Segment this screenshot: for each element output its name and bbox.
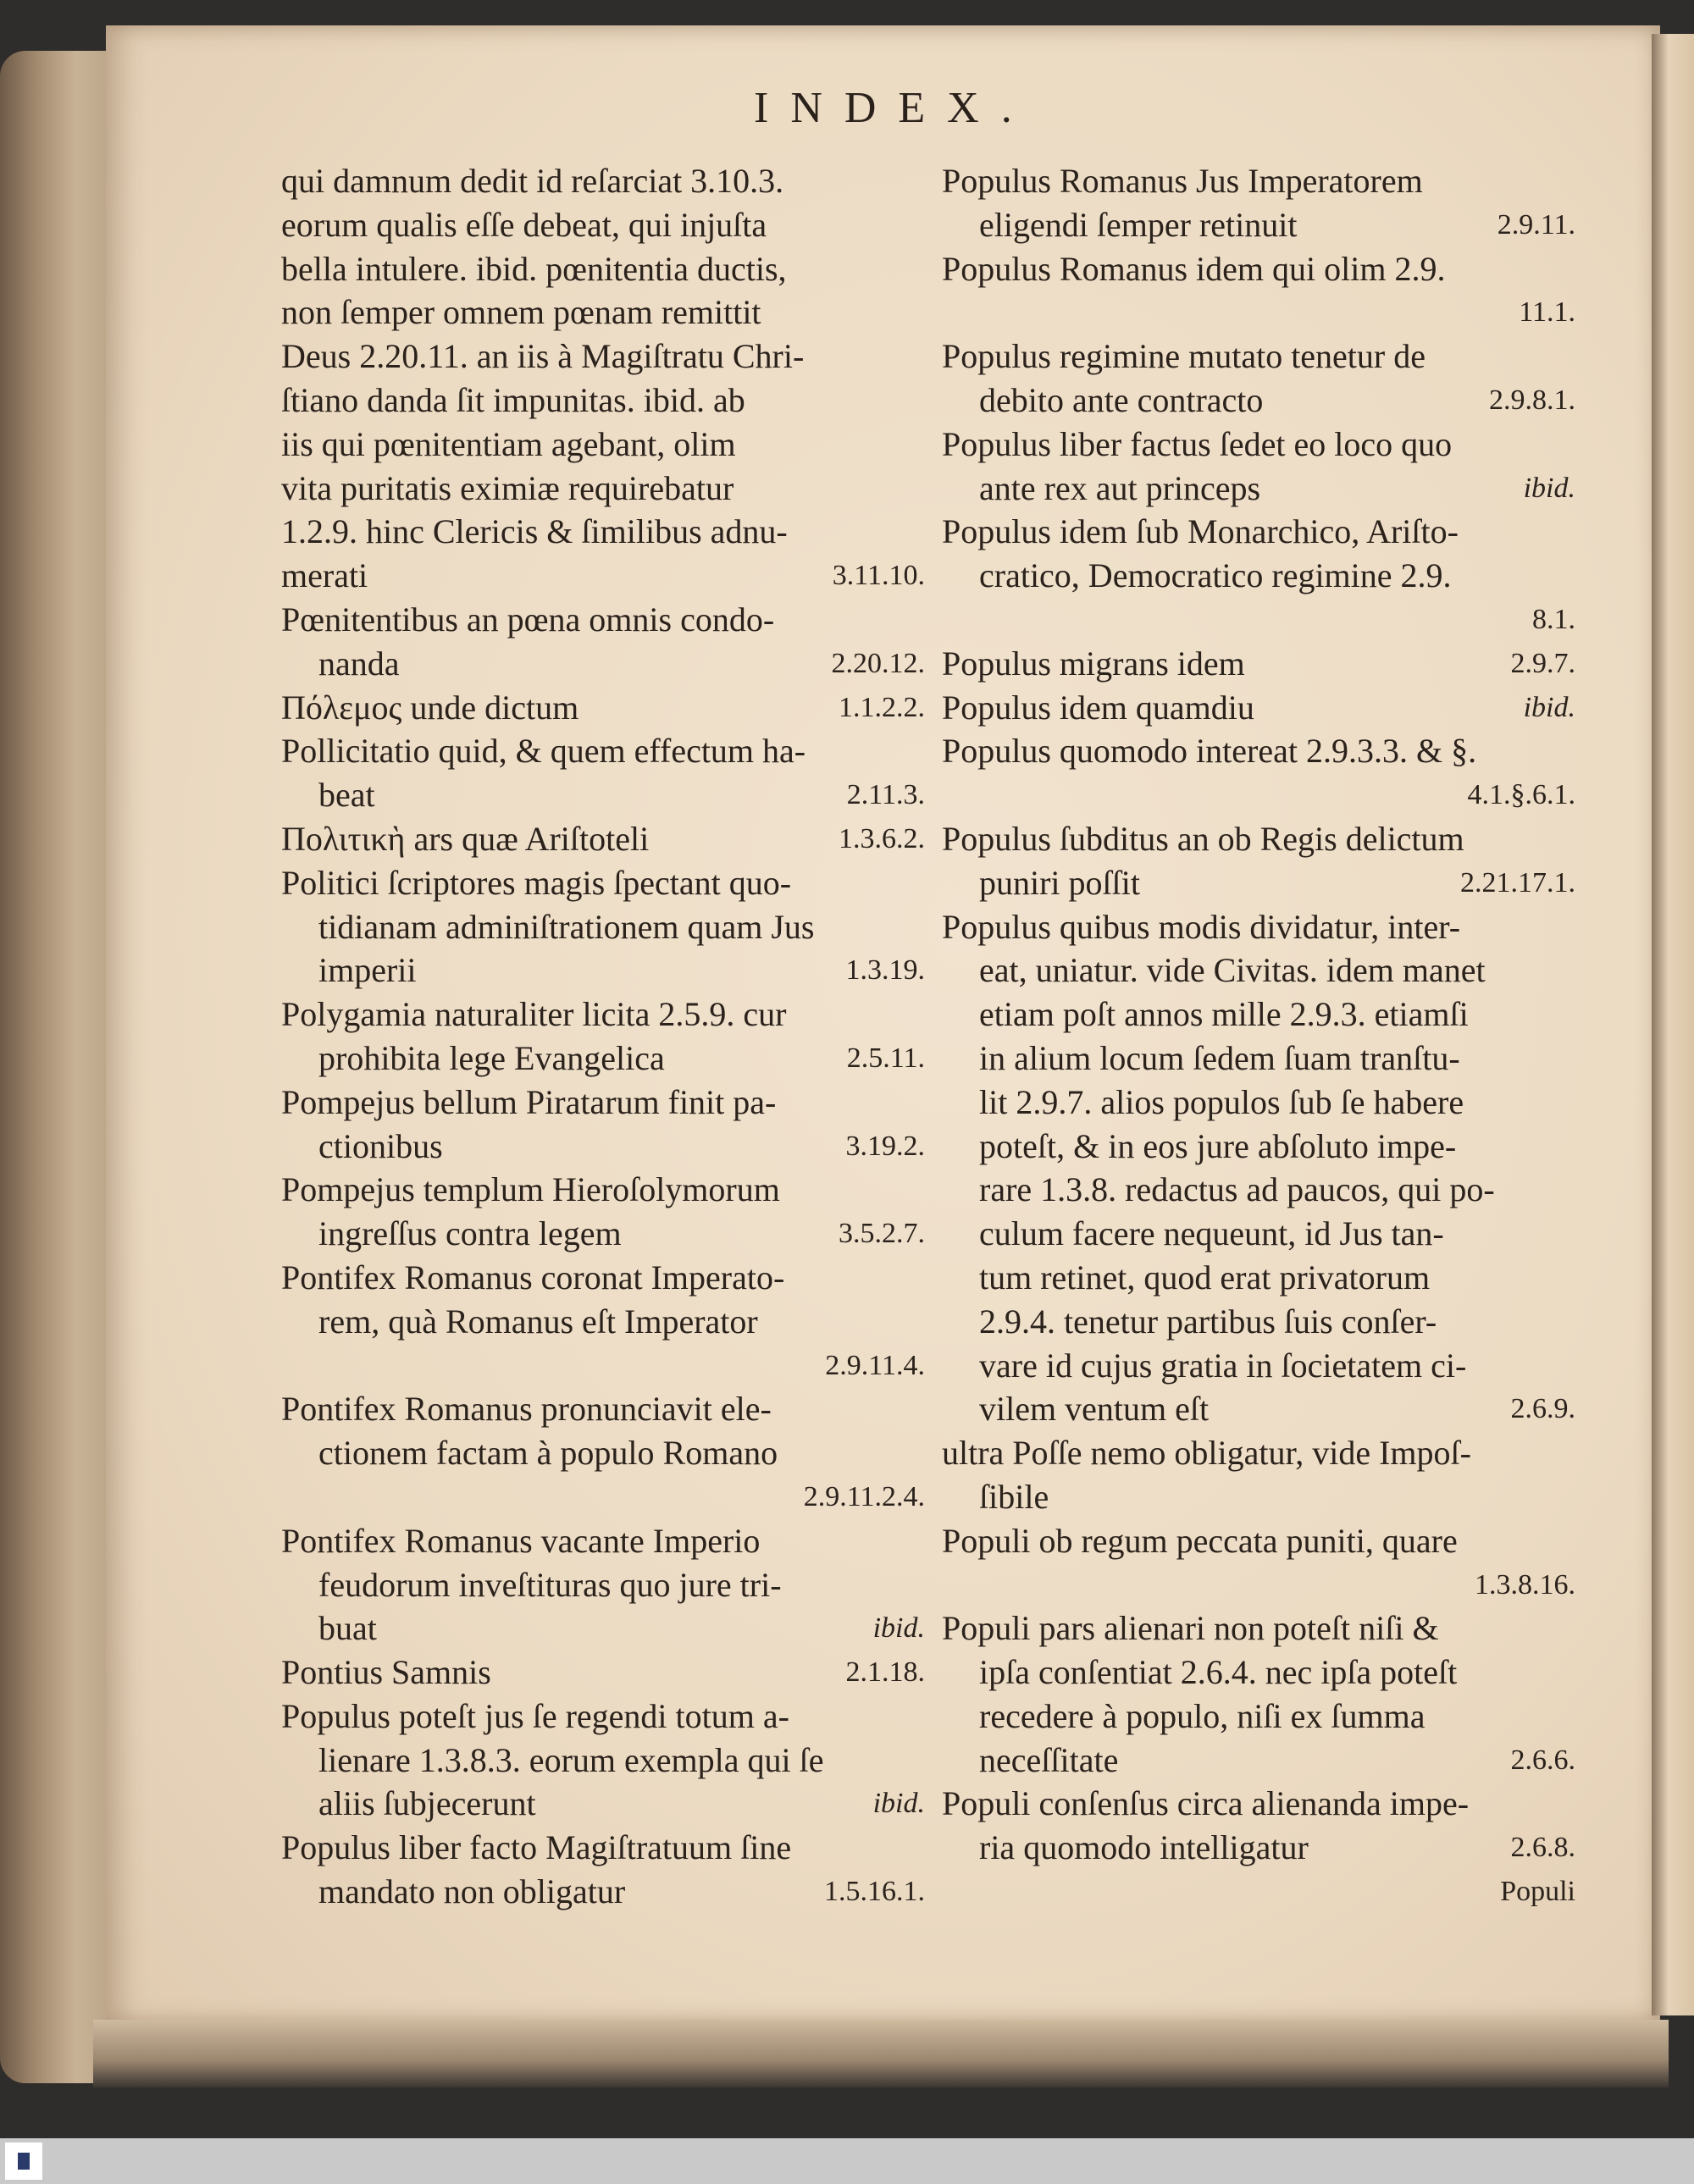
- index-reference: 3.19.2.: [845, 1130, 925, 1162]
- index-line: [281, 159, 925, 203]
- index-line: [942, 1519, 1575, 1563]
- index-entry-text: Πόλεμος unde dictum: [281, 688, 579, 727]
- index-entry-text: lienare 1.3.8.3. eorum exempla qui ſe: [318, 1740, 824, 1779]
- index-reference: 3.11.10.: [832, 560, 925, 592]
- index-line: [942, 1650, 1575, 1695]
- facing-page-edge: [1652, 34, 1694, 2015]
- index-line: [942, 1606, 1575, 1650]
- index-line: [281, 510, 925, 554]
- index-entry-text: Populi pars alienari non poteſt niſi &: [942, 1609, 1439, 1648]
- index-entry-text: Pontius Samnis: [281, 1653, 491, 1692]
- index-entry-text: Populi ob regum peccata puniti, quare: [942, 1521, 1458, 1560]
- index-entry-text: ctionibus: [318, 1126, 443, 1165]
- index-entry-text: aliis ſubjecerunt: [318, 1784, 536, 1823]
- index-line: [942, 1431, 1575, 1475]
- index-entry-text: non ſemper omnem pœnam remittit: [281, 293, 761, 332]
- index-line: [942, 948, 1575, 992]
- index-line: [281, 1037, 925, 1081]
- index-line: [942, 159, 1575, 203]
- index-entry-text: ante rex aut princeps: [979, 468, 1261, 507]
- index-reference: 11.1.: [1519, 296, 1575, 329]
- index-line: [281, 1739, 925, 1783]
- index-line: [281, 1300, 925, 1344]
- index-entry-text: buat: [318, 1609, 377, 1648]
- index-entry-text: Populus Romanus Jus Imperatorem: [942, 162, 1423, 200]
- index-reference: 2.5.11.: [846, 1042, 925, 1074]
- index-entry-text: puniri poſſit: [979, 863, 1140, 902]
- index-line: [281, 1870, 925, 1914]
- index-entry-text: Pontifex Romanus coronat Imperato-: [281, 1258, 785, 1297]
- index-entry-text: vare id cujus gratia in ſocietatem ci-: [979, 1346, 1467, 1385]
- index-line: [942, 905, 1575, 949]
- index-entry-text: mandato non obligatur: [318, 1872, 626, 1911]
- index-line: [281, 247, 925, 291]
- index-line: [281, 1344, 925, 1388]
- index-line: [942, 1256, 1575, 1300]
- index-reference: 2.9.8.1.: [1489, 384, 1575, 416]
- index-line: [942, 1475, 1575, 1519]
- index-entry-text: Populus quomodo intereat 2.9.3.3. & §.: [942, 732, 1477, 771]
- index-reference: 2.9.11.4.: [825, 1349, 925, 1381]
- book-bottom-edge: [93, 2020, 1669, 2087]
- index-line: [942, 773, 1575, 817]
- index-line: [281, 290, 925, 335]
- index-entry-text: eorum qualis eſſe debeat, qui injuſta: [281, 205, 767, 244]
- index-entry-text: Populus poteſt jus ſe regendi totum a-: [281, 1696, 789, 1735]
- index-line: [942, 1870, 1575, 1914]
- index-line: [281, 1606, 925, 1650]
- index-entry-text: Populus liber factus ſedet eo loco quo: [942, 424, 1453, 463]
- index-line: [281, 729, 925, 773]
- index-line: [281, 203, 925, 247]
- index-entry-text: rem, quà Romanus eſt Imperator: [318, 1302, 758, 1341]
- index-line: [942, 1826, 1575, 1870]
- index-reference: ibid.: [872, 1788, 925, 1820]
- index-entry-text: Pontifex Romanus vacante Imperio: [281, 1521, 761, 1560]
- index-line: [942, 642, 1575, 686]
- index-line: [942, 1168, 1575, 1212]
- index-entry-text: neceſſitate: [979, 1740, 1119, 1779]
- index-entry-text: vilem ventum eſt: [979, 1390, 1210, 1429]
- index-entry-text: ingreſſus contra legem: [318, 1214, 622, 1253]
- index-entry-text: eat, uniatur. vide Civitas. idem manet: [979, 951, 1486, 990]
- index-entry-text: lit 2.9.7. alios populos ſub ſe habere: [979, 1082, 1464, 1121]
- index-entry-text: eligendi ſemper retinuit: [979, 205, 1298, 244]
- index-line: [281, 1256, 925, 1300]
- index-column-left: [281, 159, 925, 1914]
- index-entry-text: recedere à populo, niſi ex ſumma: [979, 1696, 1426, 1735]
- index-entry-text: rare 1.3.8. redactus ad paucos, qui po-: [979, 1170, 1495, 1209]
- index-line: [942, 1739, 1575, 1783]
- index-entry-text: Pompejus templum Hieroſolymorum: [281, 1170, 780, 1209]
- index-entry-text: Deus 2.20.11. an iis à Magiſtratu Chri-: [281, 337, 805, 376]
- index-reference: ibid.: [1523, 691, 1575, 723]
- index-reference: 3.5.2.7.: [839, 1218, 925, 1250]
- index-line: [942, 817, 1575, 861]
- index-line: [281, 948, 925, 992]
- index-line: [281, 379, 925, 423]
- index-reference: 1.3.6.2.: [839, 822, 925, 854]
- index-entry-text: Populus regimine mutato tenetur de: [942, 337, 1426, 376]
- index-line: [942, 203, 1575, 247]
- index-entry-text: cratico, Democratico regimine 2.9.: [979, 556, 1452, 595]
- library-logo-icon: [5, 2143, 42, 2180]
- index-entry-text: Pompejus bellum Piratarum finit pa-: [281, 1082, 777, 1121]
- index-entry-text: vita puritatis eximiæ requirebatur: [281, 468, 734, 507]
- index-reference: 2.21.17.1.: [1460, 866, 1575, 898]
- index-line: [942, 335, 1575, 379]
- index-line: [942, 729, 1575, 773]
- index-entry-text: Polygamia naturaliter licita 2.5.9. cur: [281, 995, 787, 1034]
- index-reference: 1.3.8.16.: [1475, 1568, 1575, 1601]
- index-line: [281, 1695, 925, 1739]
- index-reference: ibid.: [1523, 472, 1575, 504]
- index-line: [942, 290, 1575, 335]
- index-reference: 2.11.3.: [846, 779, 925, 811]
- index-line: [942, 379, 1575, 423]
- index-line: [942, 1125, 1575, 1169]
- index-line: [281, 1431, 925, 1475]
- index-line: [281, 905, 925, 949]
- index-line: [281, 642, 925, 686]
- index-entry-text: Populus idem ſub Monarchico, Ariſto-: [942, 512, 1459, 551]
- index-line: [281, 1387, 925, 1431]
- index-line: [281, 335, 925, 379]
- index-reference: 4.1.§.6.1.: [1467, 779, 1575, 811]
- index-line: [281, 1081, 925, 1125]
- index-line: [942, 1344, 1575, 1388]
- index-entry-text: tidianam adminiſtrationem quam Jus: [318, 907, 815, 946]
- index-entry-text: prohibita lege Evangelica: [318, 1038, 665, 1077]
- index-entry-text: ctionem factam à populo Romano: [318, 1434, 778, 1473]
- index-line: [281, 686, 925, 730]
- index-entry-text: in alium locum ſedem ſuam tranſtu-: [979, 1038, 1460, 1077]
- index-entry-text: feudorum inveſtituras quo jure tri-: [318, 1565, 782, 1604]
- index-entry-text: iis qui pœnitentiam agebant, olim: [281, 424, 736, 463]
- index-entry-text: Politici ſcriptores magis ſpectant quo-: [281, 863, 792, 902]
- index-reference: 2.9.11.: [1497, 208, 1575, 241]
- index-line: [281, 1125, 925, 1169]
- index-line: [942, 598, 1575, 642]
- index-entry-text: Pollicitatio quid, & quem effectum ha-: [281, 732, 806, 771]
- viewer-footer-bar: [0, 2138, 1694, 2184]
- index-entry-text: Pœnitentibus an pœna omnis condo-: [281, 600, 775, 639]
- index-entry-text: merati: [281, 556, 368, 595]
- index-entry-text: 2.9.4. tenetur partibus ſuis conſer-: [979, 1302, 1437, 1341]
- index-entry-text: poteſt, & in eos jure abſoluto impe-: [979, 1126, 1457, 1165]
- index-line: [281, 1168, 925, 1212]
- index-reference: 2.6.6.: [1510, 1744, 1575, 1776]
- index-line: [281, 1519, 925, 1563]
- index-entry-text: nanda: [318, 644, 400, 683]
- index-line: [281, 1475, 925, 1519]
- index-entry-text: Populus ſubditus an ob Regis delictum: [942, 819, 1464, 858]
- index-entry-text: 1.2.9. hinc Clericis & ſimilibus adnu-: [281, 512, 788, 551]
- index-line: [281, 1212, 925, 1256]
- index-line: [942, 1037, 1575, 1081]
- index-line: [281, 773, 925, 817]
- index-line: [942, 1387, 1575, 1431]
- index-line: [281, 861, 925, 905]
- index-reference: ibid.: [872, 1612, 925, 1645]
- index-reference: 1.3.19.: [845, 954, 925, 987]
- index-entry-text: Populus migrans idem: [942, 644, 1245, 683]
- index-entry-text: debito ante contracto: [979, 380, 1264, 419]
- index-entry-text: ſtiano danda ſit impunitas. ibid. ab: [281, 380, 745, 419]
- index-entry-text: qui damnum dedit id reſarciat 3.10.3.: [281, 162, 784, 200]
- index-line: [281, 423, 925, 467]
- index-entry-text: bella intulere. ibid. pœnitentia ductis,: [281, 249, 787, 288]
- index-line: [942, 1695, 1575, 1739]
- index-line: [942, 1300, 1575, 1344]
- index-entry-text: culum facere nequeunt, id Jus tan-: [979, 1214, 1444, 1253]
- index-line: [942, 1782, 1575, 1826]
- index-column-right: [942, 159, 1575, 1914]
- index-entry-text: imperii: [318, 951, 417, 990]
- index-entry-text: ipſa conſentiat 2.6.4. nec ipſa poteſt: [979, 1653, 1458, 1692]
- index-reference: 8.1.: [1532, 603, 1575, 635]
- index-entry-text: ultra Poſſe nemo obligatur, vide Impoſ-: [942, 1434, 1471, 1473]
- index-line: [281, 1563, 925, 1607]
- index-line: [942, 247, 1575, 291]
- index-entry-text: etiam poſt annos mille 2.9.3. etiamſi: [979, 995, 1469, 1034]
- index-line: [281, 1650, 925, 1695]
- index-entry-text: Populi conſenſus circa alienanda impe-: [942, 1784, 1470, 1823]
- index-reference: 2.9.7.: [1510, 647, 1575, 679]
- page-header: INDEX.: [754, 84, 1034, 132]
- index-entry-text: tum retinet, quod erat privatorum: [979, 1258, 1431, 1297]
- index-entry-text: ſibile: [979, 1477, 1049, 1516]
- index-entry-text: Pontifex Romanus pronunciavit ele-: [281, 1390, 772, 1429]
- index-line: [942, 1081, 1575, 1125]
- index-line: [942, 992, 1575, 1037]
- index-reference: 1.5.16.1.: [824, 1876, 925, 1908]
- index-line: [281, 467, 925, 511]
- index-line: [942, 510, 1575, 554]
- index-line: [281, 1782, 925, 1826]
- index-reference: 2.6.9.: [1510, 1393, 1575, 1425]
- index-line: [281, 992, 925, 1037]
- index-entry-text: Πολιτικὴ ars quæ Ariſtoteli: [281, 819, 650, 858]
- index-reference: 2.1.18.: [845, 1656, 925, 1689]
- index-entry-text: Populus quibus modis dividatur, inter-: [942, 907, 1461, 946]
- index-line: [281, 598, 925, 642]
- index-entry-text: beat: [318, 776, 375, 815]
- index-entry-text: Populus Romanus idem qui olim 2.9.: [942, 249, 1446, 288]
- index-reference: 2.9.11.2.4.: [803, 1480, 925, 1512]
- index-reference: 2.20.12.: [831, 647, 925, 679]
- index-line: [942, 554, 1575, 598]
- index-line: [942, 686, 1575, 730]
- index-entry-text: Populus liber facto Magiſtratuum ſine: [281, 1828, 792, 1867]
- index-line: [942, 1212, 1575, 1256]
- index-line: [942, 861, 1575, 905]
- index-line: [281, 1826, 925, 1870]
- index-reference: 1.1.2.2.: [839, 691, 925, 723]
- index-line: [281, 817, 925, 861]
- index-reference: Populi: [1500, 1876, 1575, 1908]
- index-line: [281, 554, 925, 598]
- index-line: [942, 1563, 1575, 1607]
- index-line: [942, 467, 1575, 511]
- index-entry-text: ria quomodo intelligatur: [979, 1828, 1309, 1867]
- index-reference: 2.6.8.: [1510, 1832, 1575, 1864]
- index-line: [942, 423, 1575, 467]
- index-entry-text: Populus idem quamdiu: [942, 688, 1254, 727]
